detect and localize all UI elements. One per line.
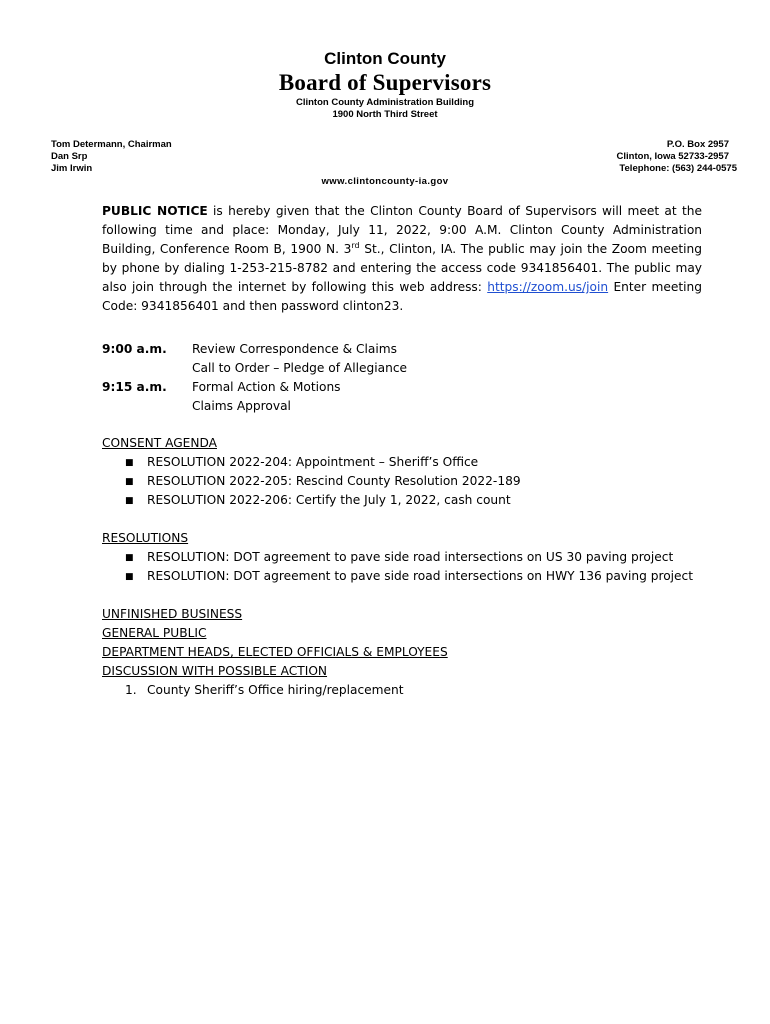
po-box: P.O. Box 2957 — [666, 139, 729, 150]
department-heads-heading: DEPARTMENT HEADS, ELECTED OFFICIALS & EMPLOYEES — [102, 645, 448, 659]
website: www.clintoncounty-ia.gov — [321, 176, 449, 187]
bullet-icon: ■ — [125, 458, 134, 468]
unfinished-business-heading: UNFINISHED BUSINESS — [102, 607, 243, 621]
telephone: Telephone: (563) 244-0575 — [619, 163, 737, 174]
street-address: 1900 North Third Street — [332, 109, 438, 120]
notice-text-3: Enter meeting Code: 9341856401 and then password clinton23. — [102, 280, 702, 313]
county-name: Clinton County — [324, 49, 446, 68]
member-srp: Dan Srp — [51, 151, 88, 162]
discussion-item-number: 1. — [125, 683, 137, 697]
member-irwin: Jim Irwin — [51, 163, 93, 174]
bullet-icon: ■ — [125, 572, 134, 582]
discussion-item: County Sheriff’s Office hiring/replacement — [147, 683, 404, 697]
resolution-item: RESOLUTION: DOT agreement to pave side road intersections on US 30 paving project — [147, 550, 674, 564]
member-chairman: Tom Determann, Chairman — [51, 139, 172, 150]
notice-text-2: St., Clinton, IA. The public may join the Zoom meeting by phone by dialing 1-253-215-8782 and entering the access code 9341856401. The public may also join through the internet by following this web address: — [102, 242, 703, 294]
consent-agenda-heading: CONSENT AGENDA — [102, 436, 217, 450]
bullet-icon: ■ — [125, 496, 134, 506]
board-title: Board of Supervisors — [278, 70, 492, 95]
resolution-item: RESOLUTION: DOT agreement to pave side road intersections on HWY 136 paving project — [147, 569, 694, 583]
schedule-item: Formal Action & Motions — [192, 380, 341, 394]
notice-lead: PUBLIC NOTICE — [102, 204, 208, 218]
schedule-time-1: 9:00 a.m. — [102, 342, 167, 356]
consent-item: RESOLUTION 2022-206: Certify the July 1, 2022, cash count — [147, 493, 511, 507]
discussion-heading: DISCUSSION WITH POSSIBLE ACTION — [102, 664, 328, 678]
city-state-zip: Clinton, Iowa 52733-2957 — [616, 151, 729, 162]
general-public-heading: GENERAL PUBLIC — [102, 626, 207, 640]
schedule-item: Review Correspondence & Claims — [192, 342, 398, 356]
schedule-time-2: 9:15 a.m. — [102, 380, 167, 394]
bullet-icon: ■ — [125, 553, 134, 563]
public-notice — [102, 202, 702, 316]
consent-item: RESOLUTION 2022-204: Appointment – Sheriff’s Office — [147, 455, 479, 469]
notice-superscript: rd — [351, 240, 360, 250]
zoom-link[interactable]: https://zoom.us/join — [487, 280, 609, 294]
schedule-item: Call to Order – Pledge of Allegiance — [192, 361, 408, 375]
bullet-icon: ■ — [125, 477, 134, 487]
consent-item: RESOLUTION 2022-205: Rescind County Resolution 2022-189 — [147, 474, 521, 488]
resolutions-heading: RESOLUTIONS — [102, 531, 189, 545]
building-name: Clinton County Administration Building — [295, 97, 474, 108]
schedule-item: Claims Approval — [192, 399, 291, 413]
notice-text-1: is hereby given that the Clinton County Board of Supervisors will meet at the following time and place: Monday, July 11, 2022, 9:00 A.M. Clinton County Administration Building, Conference Room B, 1900 N. 3 — [102, 204, 702, 256]
